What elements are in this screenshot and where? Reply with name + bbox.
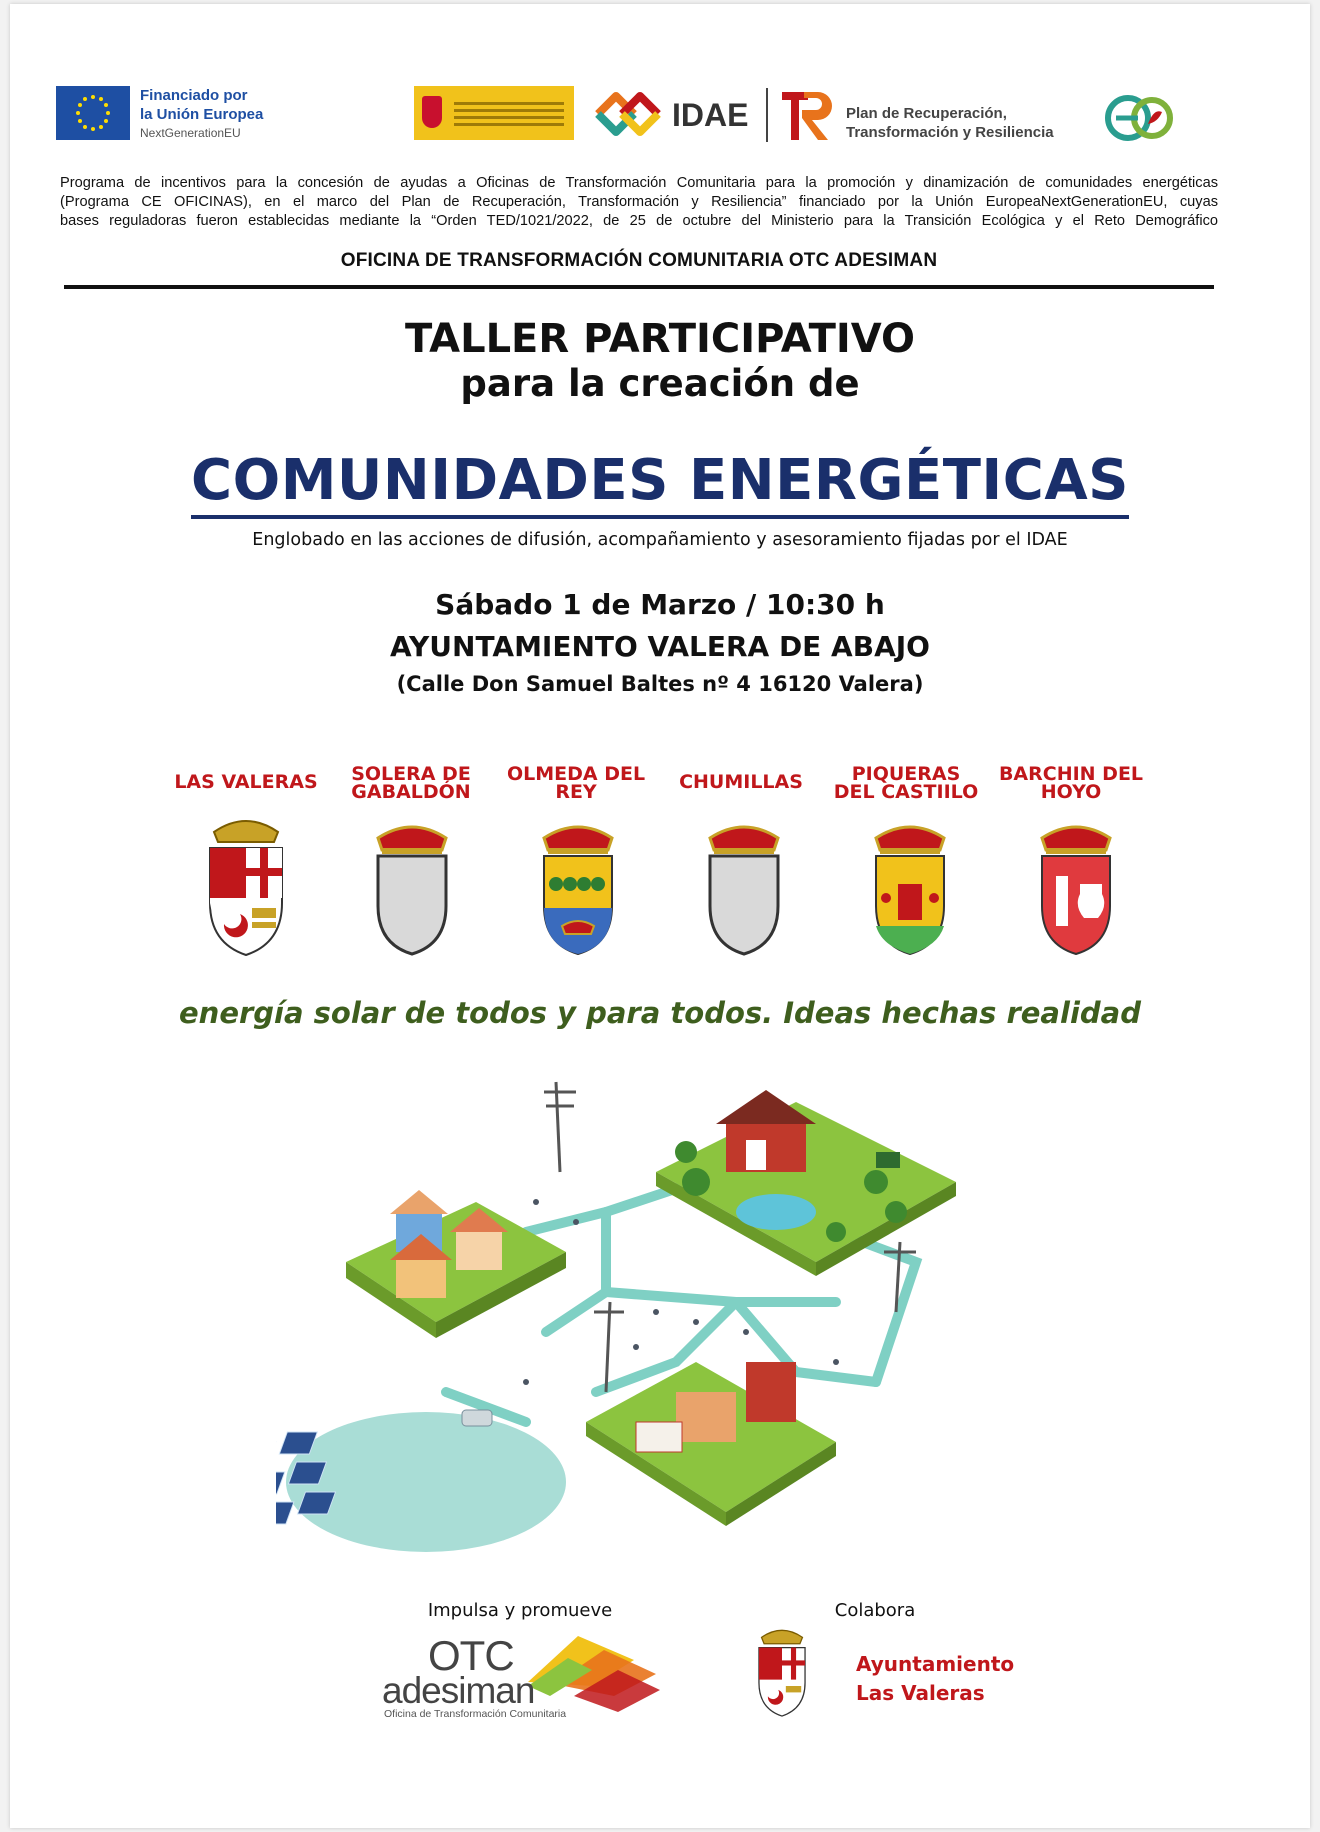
olmeda-del-rey-shield-icon: [528, 808, 628, 958]
main-title-text: COMUNIDADES ENERGÉTICAS: [191, 448, 1129, 519]
town-name-2: [336, 765, 486, 801]
town-4-line1: CHUMILLAS: [679, 771, 803, 793]
eco-logo-icon: [1104, 88, 1174, 148]
ayuntamiento-name: [856, 1650, 1014, 1708]
ministry-logo: [414, 86, 574, 140]
legal-line1: Programa de incentivos para la concesión de ayudas a Oficinas de Transformación Comunitaria para la promoción y dinamización de comunidades energéticas: [60, 175, 1218, 191]
town-6-line2: HOYO: [1040, 781, 1102, 803]
town-name-4: [666, 773, 816, 791]
prtr-text: [846, 104, 1096, 142]
office-heading: OFICINA DE TRANSFORMACIÓN COMUNITARIA OTC ADESIMAN: [340, 250, 938, 271]
town-name-1: [171, 773, 321, 791]
town-6-line1: BARCHIN DEL: [998, 763, 1144, 785]
town-5-line1: PIQUERAS: [851, 763, 961, 785]
eu-flag-icon: [56, 86, 130, 140]
slogan: energía solar de todos y para todos. Ideas hechas realidad: [179, 996, 1141, 1030]
subtitle: Englobado en las acciones de difusión, acompañamiento y asesoramiento fijadas por el IDAE: [252, 530, 1068, 550]
prtr-line2: Transformación y Resiliencia: [846, 124, 1054, 141]
prtr-line1: Plan de Recuperación,: [846, 105, 1007, 122]
legal-line2: (Programa CE OFICINAS), en el marco del Plan de Recuperación, Transformación y Resiliencia” financiado por la Unión EuropeaNextGenerationEU, cuyas: [60, 194, 1218, 210]
town-2-line1: SOLERA DE: [351, 763, 471, 785]
chumillas-shield-icon: [694, 808, 794, 958]
barchin-del-hoyo-shield-icon: [1026, 808, 1126, 958]
legal-line3: bases reguladoras fueron establecidas mediante la “Orden TED/1021/2022, de 25 de octubre del Ministerio para la Transición Ecológica y el Reto Demográfico: [60, 213, 1218, 229]
town-5-line2: DEL CASTIILO: [833, 781, 979, 803]
town-name-5: [831, 765, 981, 801]
spain-shield-icon: [422, 96, 442, 128]
idae-label: IDAE: [672, 97, 749, 133]
solera-de-gabaldon-shield-icon: [362, 808, 462, 958]
town-2-line2: GABALDÓN: [351, 781, 471, 803]
horizontal-rule: [64, 285, 1214, 289]
town-3-line1: OLMEDA DEL: [506, 763, 646, 785]
las-valeras-shield-icon: [196, 808, 296, 958]
title-line1: TALLER PARTICIPATIVO: [404, 316, 916, 362]
energy-community-illustration: [276, 1062, 1056, 1562]
collaborator-label: Colabora: [834, 1600, 916, 1621]
town-1-line1: LAS VALERAS: [174, 771, 318, 793]
legal-text: [60, 174, 1218, 231]
eu-funding-text: [140, 86, 300, 143]
title-line2: para la creación de: [460, 362, 860, 405]
town-3-line2: REY: [555, 781, 597, 803]
promoter-label: Impulsa y promueve: [427, 1600, 613, 1621]
prtr-logo-icon: [780, 88, 836, 144]
event-venue: AYUNTAMIENTO VALERA DE ABAJO: [390, 630, 930, 663]
event-address: (Calle Don Samuel Baltes nº 4 16120 Valera): [396, 672, 924, 696]
ayto-line1: Ayuntamiento: [856, 1652, 1015, 1676]
ayuntamiento-shield-icon: [750, 1622, 814, 1718]
piqueras-del-castillo-shield-icon: [860, 808, 960, 958]
otc-logo-line1: OTC: [428, 1632, 514, 1679]
logo-divider: [766, 88, 768, 142]
town-name-3: [501, 765, 651, 801]
otc-logo-line2: adesiman: [382, 1670, 535, 1711]
ayto-line2: Las Valeras: [856, 1681, 985, 1705]
eu-line2: la Unión Europea: [140, 106, 264, 123]
eu-line3: NextGenerationEU: [140, 126, 241, 140]
event-date: Sábado 1 de Marzo / 10:30 h: [435, 588, 885, 621]
main-title: [0, 448, 1320, 513]
town-name-6: [996, 765, 1146, 801]
eu-line1: Financiado por: [140, 87, 248, 104]
otc-logo-line3: Oficina de Transformación Comunitaria: [384, 1708, 567, 1720]
